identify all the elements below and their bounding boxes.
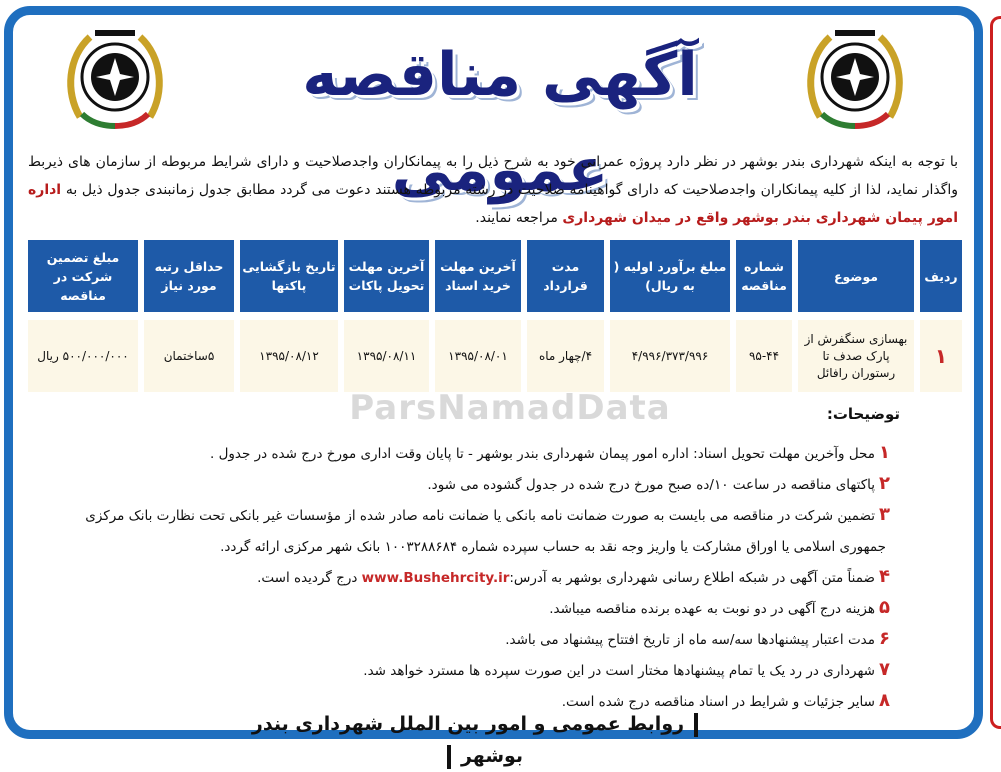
note-text-end: درج گردیده است. [257, 570, 358, 586]
watermark: ParsNamadData [349, 388, 671, 428]
note-item [30, 531, 890, 562]
header-number: شماره مناقصه [736, 240, 792, 312]
municipality-emblem-left [60, 22, 170, 132]
intro-highlight: اداره امور پیمان شهرداری بندر بوشهر واقع در میدان شهرداری [28, 182, 958, 226]
note-item [30, 624, 890, 655]
cell-row: ۱ [920, 320, 962, 392]
note-number: ۴ [879, 566, 890, 587]
footer [240, 708, 720, 767]
header-duration: مدت قرارداد [527, 240, 604, 312]
note-text: ضمناً متن آگهی در شبکه اطلاع رسانی شهرداری بوشهر به آدرس: [509, 570, 875, 586]
footer-text: روابط عمومی و امور بین الملل شهرداری بندر بوشهر [251, 713, 685, 767]
note-text: سایر جزئیات و شرایط در اسناد مناقصه درج شده است. [561, 694, 875, 710]
cell-subject: بهسازی سنگفرش از پارک صدف تا رستوران رافائل [798, 320, 914, 392]
header-subject: موضوع [798, 240, 914, 312]
page-title: آگهی مناقصه عمومی [302, 40, 698, 205]
header-min-grade: حداقل رتبه مورد نیاز [144, 240, 234, 312]
cell-number: ۹۵-۴۴ [736, 320, 792, 392]
cell-duration: ۴/چهار ماه [527, 320, 604, 392]
header-estimate: مبلغ برآورد اولیه ( به ریال) [610, 240, 730, 312]
note-text: جمهوری اسلامی یا اوراق مشارکت یا واریز وجه نقد به حساب سپرده شماره ۱۰۰۳۲۸۸۶۸۴ بانک شهر مرکزی ارائه گردد. [220, 539, 886, 555]
note-text: هزینه درج آگهی در دو نوبت به عهده برنده مناقصه میباشد. [549, 601, 875, 617]
intro-paragraph [28, 148, 958, 232]
footer-bar-left [447, 745, 451, 769]
note-text: مدت اعتبار پیشنهادها سه/سه ماه از تاریخ افتتاح پیشنهاد می باشد. [505, 632, 875, 648]
note-number: ۶ [879, 628, 890, 649]
note-number: ۵ [879, 597, 890, 618]
municipality-emblem-right [800, 22, 910, 132]
note-number: ۲ [879, 473, 890, 494]
header-deadline-delivery: آخرین مهلت تحویل پاکات [344, 240, 429, 312]
cell-estimate: ۴/۹۹۶/۳۷۳/۹۹۶ [610, 320, 730, 392]
footer-bar-right [694, 713, 698, 737]
note-item [30, 438, 890, 469]
note-number: ۱ [879, 442, 890, 463]
header-deadline-docs: آخرین مهلت خرید اسناد [435, 240, 521, 312]
header-guarantee: مبلغ تضمین شرکت در مناقصه [28, 240, 138, 312]
note-number: ۷ [879, 659, 890, 680]
intro-text-end: مراجعه نمایند. [475, 210, 558, 226]
note-item [30, 500, 890, 531]
note-text: پاکتهای مناقصه در ساعت ۱۰/ده صبح مورخ درج شده در جدول گشوده می شود. [427, 477, 875, 493]
note-item [30, 562, 890, 593]
side-border [990, 16, 1001, 729]
note-number: ۳ [879, 504, 890, 525]
intro-text: با توجه به اینکه شهرداری بندر بوشهر در نظر دارد پروژه عمرانی خود به شرح ذیل را به پیمانکاران واجدصلاحیت و دارای شرایط مربوطه از سازمان های ذیربط واگذار نماید، لذا از کلیه پیمانکاران واجدصلاحیت که دارای گواهینامه صلاحیت در رشته مربوطه هستند دعوت می گردد مطابق جدول زمانبندی جدول ذیل به [28, 154, 959, 198]
website-link[interactable]: www.Bushehrcity.ir [361, 570, 510, 586]
cell-min-grade: ۵ساختمان [144, 320, 234, 392]
header-row: ردیف [920, 240, 962, 312]
note-text: شهرداری در رد یک یا تمام پیشنهادها مختار است در این صورت سپرده ها مسترد خواهد شد. [363, 663, 875, 679]
note-text: محل وآخرین مهلت تحویل اسناد: اداره امور پیمان شهرداری بندر بوشهر - تا پایان وقت اداری مورخ درج شده در جدول . [210, 446, 875, 462]
note-text: تضمین شرکت در مناقصه می بایست به صورت ضمانت نامه بانکی یا ضمانت نامه صادر شده از مؤسسات غیر بانکی تحت نظارت بانک مرکزی [85, 508, 875, 524]
cell-guarantee: ۵۰۰/۰۰۰/۰۰۰ ریال [28, 320, 138, 392]
note-number: ۸ [879, 690, 890, 711]
cell-deadline-docs: ۱۳۹۵/۰۸/۰۱ [435, 320, 521, 392]
cell-deadline-delivery: ۱۳۹۵/۰۸/۱۱ [344, 320, 429, 392]
notes-title: توضیحات: [826, 405, 900, 423]
note-item [30, 593, 890, 624]
notes-list [30, 438, 890, 717]
note-item [30, 655, 890, 686]
header-opening-date: تاریخ بازگشایی پاکتها [240, 240, 338, 312]
note-item [30, 469, 890, 500]
cell-opening-date: ۱۳۹۵/۰۸/۱۲ [240, 320, 338, 392]
tender-table [28, 240, 962, 394]
